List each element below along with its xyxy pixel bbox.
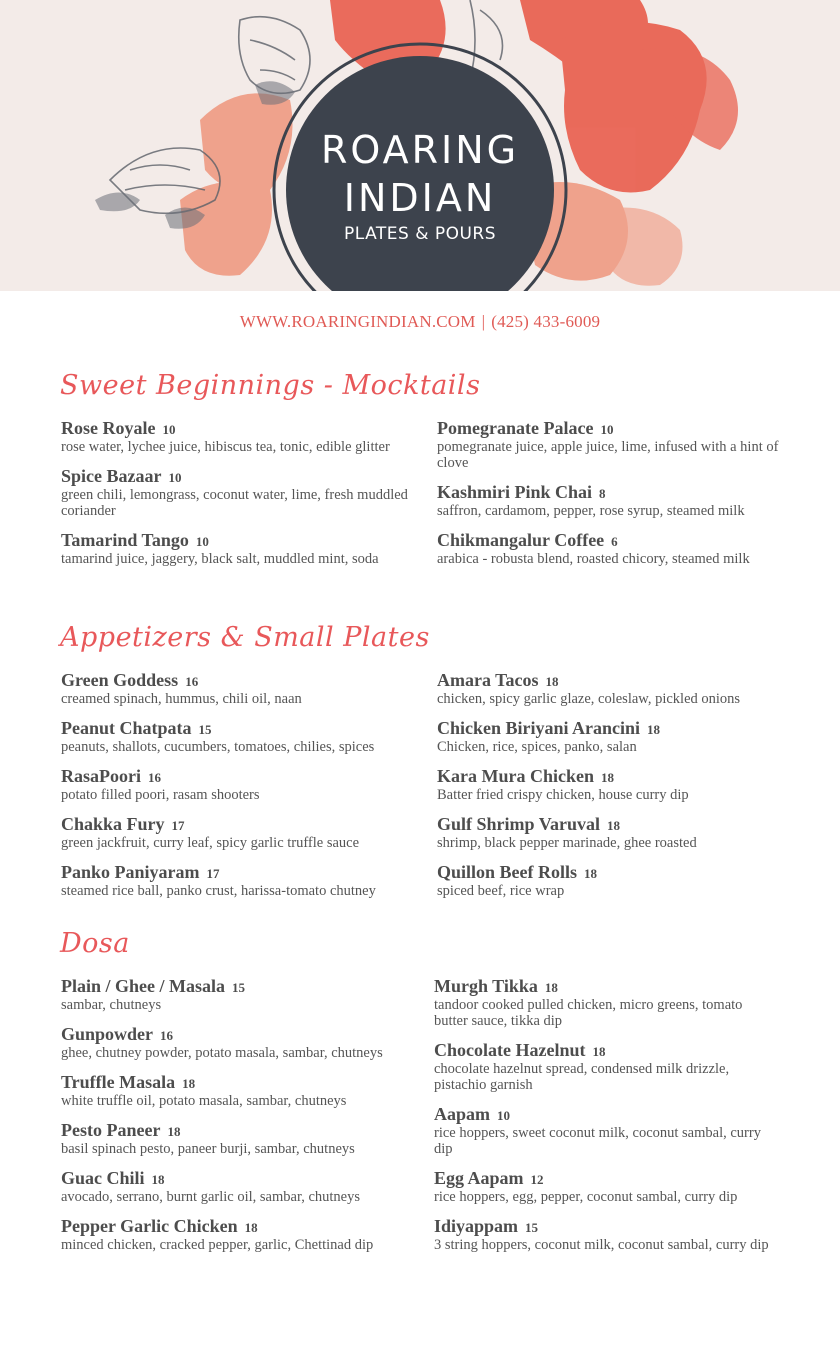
item-price: 18 (584, 866, 598, 881)
item-name: Quillon Beef Rolls (437, 862, 578, 882)
item-description: basil spinach pesto, paneer burji, sambar, chutneys (61, 1141, 355, 1157)
item-description: pomegranate juice, apple juice, lime, infused with a hint of clove (437, 439, 779, 471)
item-price: 10 (600, 422, 614, 437)
dosa-column-right (434, 977, 779, 1265)
item-price: 15 (232, 980, 245, 995)
item-name: Green Goddess (61, 670, 179, 690)
item-name: Chakka Fury (61, 814, 165, 834)
item-description: saffron, cardamom, pepper, rose syrup, steamed milk (437, 503, 745, 519)
menu-item (61, 671, 416, 707)
item-price: 16 (148, 770, 161, 785)
appetizers-column-right (437, 671, 792, 911)
menu-item (434, 1105, 779, 1157)
item-description: spiced beef, rice wrap (437, 883, 565, 899)
item-description: sambar, chutneys (61, 997, 162, 1013)
brand-tagline: PLATES & POURS (343, 224, 497, 244)
item-description: arabica - robusta blend, roasted chicory, steamed milk (437, 551, 750, 567)
menu-item (61, 531, 416, 567)
item-price: 17 (171, 818, 185, 833)
item-name: Gunpowder (61, 1024, 154, 1044)
item-price: 18 (244, 1220, 258, 1235)
section-title-dosa: Dosa (60, 928, 130, 959)
menu-item (61, 419, 416, 455)
item-description: avocado, serrano, burnt garlic oil, sambar, chutneys (61, 1189, 360, 1205)
contact-line (0, 312, 840, 332)
item-price: 18 (544, 980, 558, 995)
menu-item (437, 815, 792, 851)
item-name: Chicken Biriyani Arancini (437, 718, 641, 738)
menu-item (61, 863, 416, 899)
phone-number[interactable]: (425) 433-6009 (491, 312, 601, 331)
item-description: rice hoppers, egg, pepper, coconut sambal, curry dip (434, 1189, 738, 1205)
item-price: 18 (545, 674, 559, 689)
item-description: steamed rice ball, panko crust, harissa-tomato chutney (61, 883, 376, 899)
mocktails-column-left (61, 419, 416, 579)
item-price: 17 (206, 866, 220, 881)
hero-banner (0, 0, 840, 291)
item-price: 8 (599, 486, 606, 501)
item-name: Plain / Ghee / Masala (61, 976, 225, 996)
brand-name-line1: ROARING (320, 128, 520, 172)
item-description: creamed spinach, hummus, chili oil, naan (61, 691, 302, 707)
item-name: Pepper Garlic Chicken (61, 1216, 238, 1236)
menu-item (61, 1169, 416, 1205)
item-name: Egg Aapam (434, 1168, 524, 1188)
item-price: 10 (195, 534, 209, 549)
item-description: Batter fried crispy chicken, house curry dip (437, 787, 689, 803)
item-description: minced chicken, cracked pepper, garlic, Chettinad dip (61, 1237, 374, 1253)
item-description: peanuts, shallots, cucumbers, tomatoes, chilies, spices (61, 739, 375, 755)
mocktails-column-right (437, 419, 792, 579)
item-name: Idiyappam (434, 1216, 519, 1236)
item-name: Chocolate Hazelnut (434, 1040, 586, 1060)
menu-item (61, 1025, 416, 1061)
menu-item (437, 671, 792, 707)
menu-item (437, 767, 792, 803)
item-description: Chicken, rice, spices, panko, salan (437, 739, 637, 755)
menu-item (61, 719, 416, 755)
item-description: chicken, spicy garlic glaze, coleslaw, pickled onions (437, 691, 741, 707)
item-name: Gulf Shrimp Varuval (437, 814, 601, 834)
menu-item (434, 1169, 779, 1205)
item-price: 10 (497, 1108, 511, 1123)
appetizers-column-left (61, 671, 416, 911)
item-description: white truffle oil, potato masala, sambar, chutneys (61, 1093, 347, 1109)
item-name: RasaPoori (61, 766, 141, 786)
menu-item (434, 977, 779, 1029)
item-name: Kara Mura Chicken (437, 766, 594, 786)
menu-item (434, 1217, 779, 1253)
item-name: Chikmangalur Coffee (437, 530, 605, 550)
website-link[interactable]: WWW.ROARINGINDIAN.COM (239, 312, 476, 331)
item-price: 18 (151, 1172, 165, 1187)
item-description: tandoor cooked pulled chicken, micro greens, tomato butter sauce, tikka dip (434, 997, 743, 1029)
item-description: ghee, chutney powder, potato masala, sambar, chutneys (61, 1045, 383, 1061)
menu-item (437, 419, 792, 471)
menu-item (61, 977, 416, 1013)
item-price: 10 (162, 422, 176, 437)
menu-item (437, 863, 792, 899)
item-name: Aapam (434, 1104, 491, 1124)
item-name: Murgh Tikka (434, 976, 538, 996)
item-name: Tamarind Tango (61, 530, 189, 550)
item-name: Guac Chili (61, 1168, 145, 1188)
menu-item (61, 815, 416, 851)
item-name: Amara Tacos (437, 670, 539, 690)
menu-item (61, 1121, 416, 1157)
contact-separator: | (481, 312, 486, 331)
item-price: 18 (182, 1076, 196, 1091)
item-price: 6 (611, 534, 618, 549)
item-price: 16 (185, 674, 199, 689)
item-price: 15 (198, 722, 212, 737)
item-price: 18 (607, 818, 621, 833)
brand-badge (286, 125, 554, 247)
item-price: 18 (647, 722, 661, 737)
item-description: rice hoppers, sweet coconut milk, coconut sambal, curry dip (434, 1125, 761, 1157)
menu-item (434, 1041, 779, 1093)
item-name: Spice Bazaar (61, 466, 162, 486)
item-price: 10 (168, 470, 182, 485)
menu-item (437, 531, 792, 567)
item-price: 18 (592, 1044, 606, 1059)
item-name: Truffle Masala (61, 1072, 176, 1092)
item-description: chocolate hazelnut spread, condensed milk drizzle, pistachio garnish (434, 1061, 730, 1093)
menu-item (437, 719, 792, 755)
item-price: 18 (167, 1124, 181, 1139)
item-description: green chili, lemongrass, coconut water, lime, fresh muddled coriander (61, 487, 408, 519)
item-price: 12 (530, 1172, 544, 1187)
section-title-mocktails: Sweet Beginnings - Mocktails (60, 370, 481, 401)
section-title-appetizers: Appetizers & Small Plates (60, 622, 430, 653)
dosa-column-left (61, 977, 416, 1265)
menu-item (61, 467, 416, 519)
item-description: shrimp, black pepper marinade, ghee roasted (437, 835, 697, 851)
item-price: 16 (160, 1028, 174, 1043)
item-description: 3 string hoppers, coconut milk, coconut sambal, curry dip (434, 1237, 769, 1253)
menu-item (61, 767, 416, 803)
item-description: green jackfruit, curry leaf, spicy garlic truffle sauce (61, 835, 360, 851)
item-description: potato filled poori, rasam shooters (61, 787, 260, 803)
item-name: Pomegranate Palace (437, 418, 594, 438)
item-name: Kashmiri Pink Chai (437, 482, 593, 502)
menu-item (437, 483, 792, 519)
menu-item (61, 1073, 416, 1109)
menu-item (61, 1217, 416, 1253)
brand-name-line2: INDIAN (343, 176, 497, 220)
item-description: rose water, lychee juice, hibiscus tea, tonic, edible glitter (61, 439, 390, 455)
item-name: Panko Paniyaram (61, 862, 200, 882)
item-name: Rose Royale (61, 418, 156, 438)
item-name: Peanut Chatpata (61, 718, 192, 738)
item-name: Pesto Paneer (61, 1120, 161, 1140)
item-price: 18 (601, 770, 614, 785)
item-price: 15 (525, 1220, 539, 1235)
item-description: tamarind juice, jaggery, black salt, muddled mint, soda (61, 551, 379, 567)
